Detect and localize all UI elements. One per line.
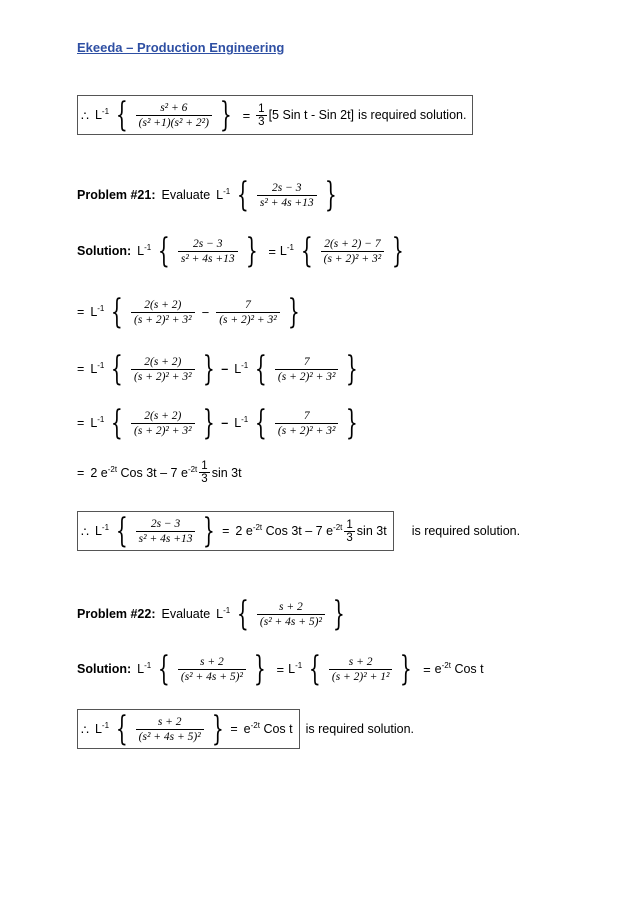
minus-sign: – xyxy=(221,416,229,430)
problem-text: Evaluate xyxy=(161,607,211,621)
fraction: $\frac{2s - 3}{\text{s² + 4s +13}}$ xyxy=(257,182,317,209)
fraction: $\frac{2(s + 2)}{\text{(s + 2)² + 3²}}$ xyxy=(131,299,195,326)
minus-sign: – xyxy=(221,362,229,376)
therefore-symbol: ∴ xyxy=(81,524,89,539)
equals-sign: = xyxy=(77,416,85,430)
laplace-inverse: $L^{-1}$ xyxy=(234,414,249,430)
fraction: $\frac{7}{\text{(s + 2)² + 3²}}$ xyxy=(216,299,280,326)
fraction: $\frac{7}{\text{(s + 2)² + 3²}}$ xyxy=(275,356,339,383)
equals-sign: = xyxy=(230,722,238,736)
solution-21-step1 xyxy=(77,231,411,271)
solution-21-step3 xyxy=(77,349,365,389)
problem-22-statement xyxy=(77,594,352,634)
document-header: Ekeeda – Production Engineering xyxy=(77,40,285,55)
braced-expression: { $\frac{2(s + 2)}{\text{(s + 2)² + 3²}}$ } xyxy=(111,349,215,389)
equals-sign: = xyxy=(423,661,431,677)
problem-label: Problem #21: xyxy=(77,188,156,202)
equals-sign: = xyxy=(242,107,251,123)
laplace-inverse: $L^{-1}$ xyxy=(288,660,303,676)
laplace-inverse: $L^{-1}$ xyxy=(90,360,105,376)
answer-part: sin 3t xyxy=(356,524,387,538)
coefficient-fraction: $\frac{1}{3}$ xyxy=(258,102,265,128)
fraction: $\frac{s + 2}{\text{(s² + 4s + 5)²}}$ xyxy=(257,601,325,628)
fraction: $\frac{7}{\text{(s + 2)² + 3²}}$ xyxy=(275,410,339,437)
problem-label: Problem #22: xyxy=(77,607,156,621)
laplace-inverse: $L^{-1}$ xyxy=(90,303,105,319)
result-expression: [5 Sin t - Sin 2t] xyxy=(268,108,355,122)
fraction: $\frac{s + 2}{\text{(s² + 4s + 5)²}}$ xyxy=(136,716,204,743)
solution-21-step4 xyxy=(77,403,365,443)
fraction: $\frac{s + 2}{\text{(s² + 4s + 5)²}}$ xyxy=(178,656,246,683)
result-20-box xyxy=(77,95,473,135)
result-21-row xyxy=(77,511,520,551)
braced-expression: { $\frac{2(s + 2)}{\text{(s + 2)² + 3²}}$ } xyxy=(111,403,215,443)
braced-expression: { $\frac{7}{\text{(s + 2)² + 3²}}$ } xyxy=(255,403,359,443)
braced-expression: { $\frac{\text{s² + 6}}{\text{(s² +1)(s² + 2²)}}$ } xyxy=(115,95,232,135)
fraction: $\frac{2(s + 2)}{\text{(s + 2)² + 3²}}$ xyxy=(131,356,195,383)
braced-expression: { $\frac{2(s + 2) - 7}{\text{(s + 2)² + 3²}}$ } xyxy=(300,231,404,271)
laplace-inverse: $L^{-1}$ xyxy=(90,414,105,430)
fraction: $\frac{s + 2}{\text{(s + 2)² + 1²}}$ xyxy=(329,656,393,683)
laplace-inverse: $L^{-1}$ xyxy=(279,242,294,258)
braced-expression: { $\frac{s + 2}{\text{(s² + 4s + 5)²}}$ } xyxy=(158,649,266,689)
braced-expression: { $\frac{7}{\text{(s + 2)² + 3²}}$ } xyxy=(255,349,359,389)
therefore-symbol: ∴ xyxy=(81,108,89,123)
solution-label: Solution: xyxy=(77,662,132,676)
minus-sign: − xyxy=(201,304,210,320)
fraction: $\frac{2(s + 2)}{\text{(s + 2)² + 3²}}$ xyxy=(131,410,195,437)
laplace-inverse: $L^{-1}$ xyxy=(94,720,110,736)
equals-sign: = xyxy=(276,661,285,677)
equals-sign: = xyxy=(222,524,230,538)
answer-part: 2 $e^{-2t}$ Cos 3t – 7 $e^{-2t}$ xyxy=(90,464,198,480)
braced-expression: { $\frac{2s - 3}{\text{s² + 4s +13}}$ } xyxy=(158,231,258,271)
coefficient-fraction: $\frac{1}{3}$ xyxy=(201,460,208,485)
braced-expression: { $\frac{2(s + 2)}{\text{(s + 2)² + 3²}}$ − $\frac{7}{\text{(s + 2)² + 3²}}$ } xyxy=(111,292,300,332)
equals-sign: = xyxy=(77,362,85,376)
equals-sign: = xyxy=(268,243,276,259)
braced-expression: { $\frac{s + 2}{\text{(s + 2)² + 1²}}$ } xyxy=(309,649,413,689)
solution-21-step2 xyxy=(77,292,306,332)
laplace-inverse: $L^{-1}$ xyxy=(216,605,231,621)
laplace-inverse: $L^{-1}$ xyxy=(137,660,152,676)
answer-part: $e^{-2t}$ Cos t xyxy=(243,720,293,736)
fraction: $\frac{2(s + 2) - 7}{\text{(s + 2)² + 3²}}$ xyxy=(321,238,385,265)
laplace-inverse: $L^{-1}$ xyxy=(234,360,249,376)
result-22-row xyxy=(77,709,414,749)
braced-expression: { $\frac{2s - 3}{\text{s² + 4s +13}}$ } xyxy=(237,175,337,215)
laplace-inverse: $L^{-1}$ xyxy=(137,242,152,258)
equals-sign: = xyxy=(77,305,85,319)
coefficient-fraction: $\frac{1}{3}$ xyxy=(346,518,353,544)
equals-sign: = xyxy=(77,465,85,480)
fraction: $\frac{2s - 3}{\text{s² + 4s +13}}$ xyxy=(178,238,238,265)
therefore-symbol: ∴ xyxy=(81,722,89,737)
answer-part: sin 3t xyxy=(211,465,242,480)
solution-label: Solution: xyxy=(77,244,132,258)
solution-22 xyxy=(77,649,484,689)
fraction: $\frac{2s - 3}{\text{s² + 4s +13}}$ xyxy=(136,518,196,545)
result-tail: is required solution. xyxy=(358,108,467,122)
laplace-inverse: $L^{-1}$ xyxy=(94,522,110,538)
problem-text: Evaluate xyxy=(161,188,211,202)
result-tail: is required solution. xyxy=(305,722,415,736)
braced-expression: { $\frac{2s - 3}{\text{s² + 4s +13}}$ } xyxy=(115,511,216,551)
fraction: $\frac{\text{s² + 6}}{\text{(s² +1)(s² + 2²)}}$ xyxy=(136,102,212,129)
laplace-inverse: $L^{-1}$ xyxy=(94,106,110,122)
result-tail: is required solution. xyxy=(411,524,521,538)
braced-expression: { $\frac{s + 2}{\text{(s² + 4s + 5)²}}$ } xyxy=(237,594,345,634)
answer-part: $e^{-2t}$ Cos t xyxy=(434,660,484,676)
result-22-box xyxy=(77,709,300,749)
solution-21-answer xyxy=(77,460,242,485)
braced-expression: { $\frac{s + 2}{\text{(s² + 4s + 5)²}}$ } xyxy=(115,709,224,749)
answer-part: 2 $e^{-2t}$ Cos 3t – 7 $e^{-2t}$ xyxy=(235,522,343,538)
laplace-inverse: $L^{-1}$ xyxy=(216,186,231,202)
problem-21-statement xyxy=(77,175,343,215)
result-21-box xyxy=(77,511,394,551)
